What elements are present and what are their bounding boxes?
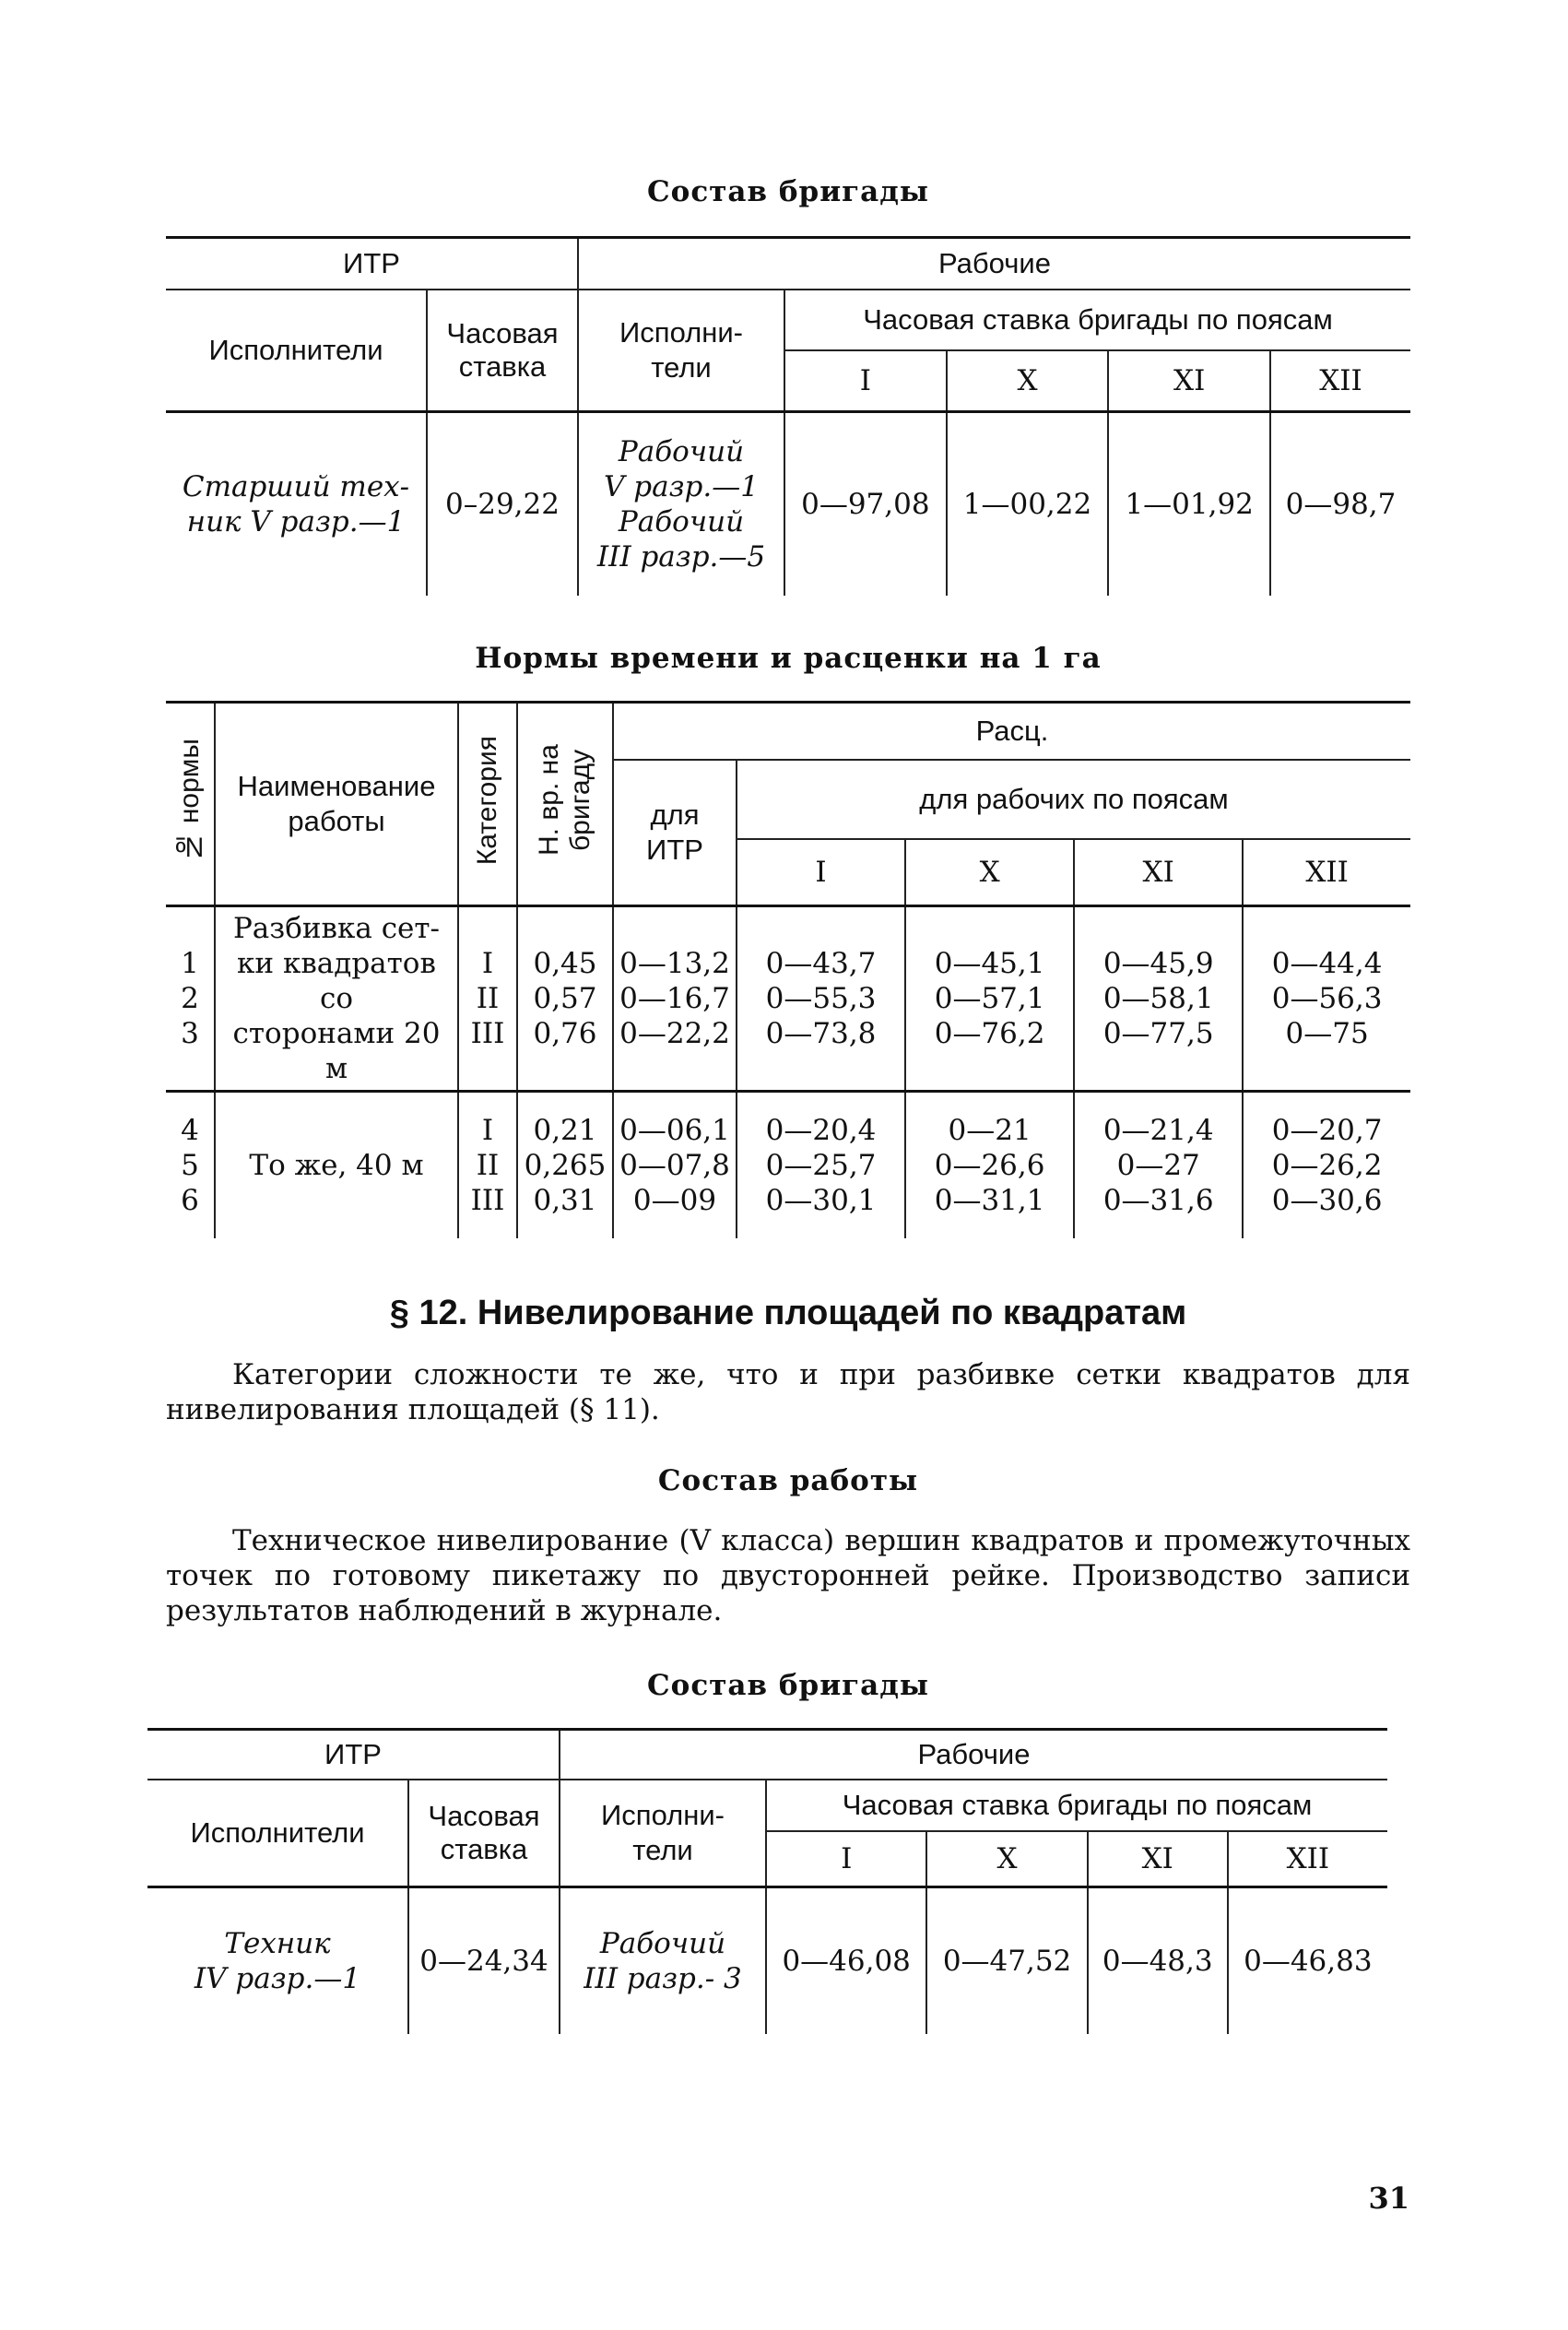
zone-header: I [766, 1831, 926, 1887]
workers-rate-header: для рабочих по поясам [737, 760, 1410, 839]
zone-header: XII [1228, 1831, 1387, 1887]
table-row [166, 1092, 1410, 1239]
workers-header: Рабочие [578, 238, 1410, 290]
document-page [166, 175, 1410, 2034]
work-name: То же, 40 м [215, 1092, 458, 1239]
categories: I II III [458, 906, 517, 1092]
rate-zone-xi: 0—48,3 [1088, 1887, 1228, 2035]
rate-zone-x: 0—47,52 [926, 1887, 1087, 2035]
workers-executors-header: Исполни- тели [560, 1780, 766, 1887]
executors-header: Исполнители [208, 334, 383, 366]
norms-title: Нормы времени и расценки на 1 га [475, 642, 1102, 675]
norm-numbers: 1 2 3 [181, 947, 199, 1050]
workers-executors-header: Исполни- тели [578, 290, 784, 412]
table-row [166, 906, 1410, 1092]
time-norm-header: Н. вр. на бригаду [517, 703, 613, 906]
zone-i-rates: 0—20,4 0—25,7 0—30,1 [737, 1092, 905, 1239]
zone-xii-rates: 0—44,4 0—56,3 0—75 [1243, 906, 1410, 1092]
category-header: Категория [458, 703, 517, 906]
zone-header: X [926, 1831, 1087, 1887]
zone-header: XI [1088, 1831, 1228, 1887]
work-name: Разбивка сет- ки квадратов со сторонами 20 м [215, 906, 458, 1092]
itr-executor: Старший тех- ник V разр.—1 [182, 470, 410, 538]
zone-xi-rates: 0—45,9 0—58,1 0—77,5 [1074, 906, 1243, 1092]
section-title: § 12. Нивелирование площадей по квадратам [389, 1294, 1187, 1332]
zone-header: XI [1074, 839, 1243, 906]
itr-header: ИТР [166, 238, 578, 290]
brigade-rate-header: Часовая ставка бригады по поясам [784, 290, 1410, 350]
rate-zone-xii: 0—98,7 [1270, 412, 1410, 597]
zone-header: XII [1270, 350, 1410, 412]
workers-header: Рабочие [560, 1730, 1387, 1780]
hourly-rate-header: Часовая ставка [408, 1780, 560, 1887]
executors-header: Исполнители [190, 1816, 365, 1849]
work-composition-title: Состав работы [657, 1464, 919, 1497]
rate-zone-xii: 0—46,83 [1228, 1887, 1387, 2035]
time-norms: 0,45 0,57 0,76 [517, 906, 613, 1092]
page-number: 31 [1368, 2181, 1409, 2216]
itr-rate-header: для ИТР [613, 760, 737, 906]
zone-header: XII [1243, 839, 1410, 906]
itr-rate: 0—24,34 [408, 1887, 560, 2035]
brigade-title-2: Состав бригады [646, 1669, 930, 1702]
brigade-rate-header: Часовая ставка бригады по поясам [766, 1780, 1387, 1831]
norm-numbers: 4 5 6 [181, 1114, 199, 1217]
itr-rates: 0—06,1 0—07,8 0—09 [613, 1092, 737, 1239]
categories: I II III [458, 1092, 517, 1239]
brigade-title-1: Состав бригады [646, 175, 930, 208]
zone-i-rates: 0—43,7 0—55,3 0—73,8 [737, 906, 905, 1092]
zone-header: X [905, 839, 1074, 906]
work-composition-text: Техническое нивелирование (V класса) вершин квадратов и промежуточных точек по готовому пикетажу по двусторонней рейке. Производство записи результатов наблюдений в журнале. [166, 1524, 1410, 1627]
time-norms: 0,21 0,265 0,31 [517, 1092, 613, 1239]
zone-x-rates: 0—21 0—26,6 0—31,1 [905, 1092, 1074, 1239]
itr-rate: 0–29,22 [427, 412, 578, 597]
zone-header: XI [1108, 350, 1270, 412]
norms-table [166, 701, 1410, 1238]
section-intro: Категории сложности те же, что и при разбивке сетки квадратов для нивелирования площадей (§ 11). [166, 1358, 1410, 1426]
zone-x-rates: 0—45,1 0—57,1 0—76,2 [905, 906, 1074, 1092]
rate-header: Расц. [613, 703, 1410, 761]
brigade-table-2 [147, 1728, 1387, 2034]
rate-zone-x: 1—00,22 [947, 412, 1109, 597]
workers-executor: Рабочий V разр.—1 Рабочий III разр.—5 [578, 412, 784, 597]
rate-zone-xi: 1—01,92 [1108, 412, 1270, 597]
hourly-rate-header: Часовая ставка [427, 290, 578, 412]
itr-executor: Техник IV разр.—1 [194, 1927, 361, 1995]
zone-header: X [947, 350, 1109, 412]
brigade-table-1 [166, 236, 1410, 596]
rate-zone-i: 0—97,08 [784, 412, 947, 597]
zone-xi-rates: 0—21,4 0—27 0—31,6 [1074, 1092, 1243, 1239]
rate-zone-i: 0—46,08 [766, 1887, 926, 2035]
zone-xii-rates: 0—20,7 0—26,2 0—30,6 [1243, 1092, 1410, 1239]
norm-no-header: № нормы [174, 739, 205, 862]
itr-rates: 0—13,2 0—16,7 0—22,2 [613, 906, 737, 1092]
work-name-header: Наименование работы [215, 703, 458, 906]
itr-header: ИТР [147, 1730, 560, 1780]
workers-executor: Рабочий III разр.- 3 [560, 1887, 766, 2035]
zone-header: I [737, 839, 905, 906]
zone-header: I [784, 350, 947, 412]
